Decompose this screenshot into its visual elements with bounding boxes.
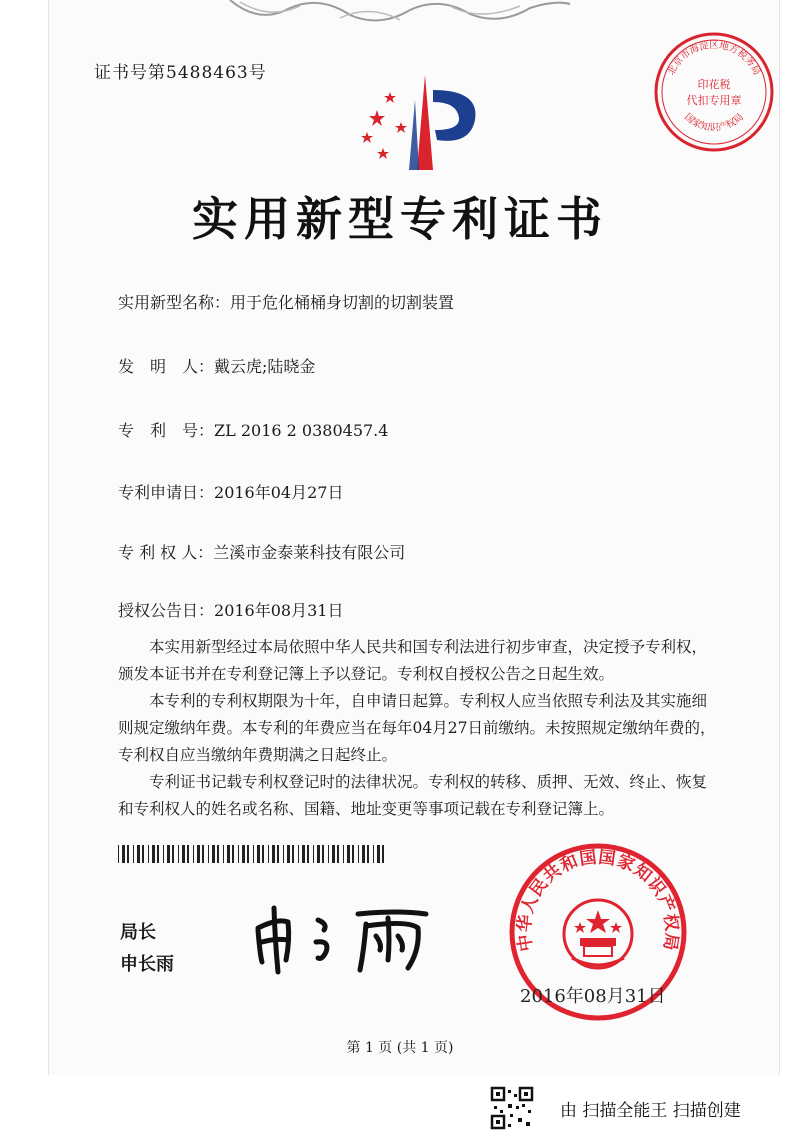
handwritten-signature xyxy=(248,900,438,975)
notice-paragraph: 本专利的专利权期限为十年，自申请日起算。专利权人应当依照专利法及其实施细则规定缴纳年费。本专利的年费应当在每年04月27日前缴纳。未按照规定缴纳年费的，专利权自应当缴纳年费期满之日起终止。 xyxy=(118,692,716,764)
field-value: 戴云虎;陆晓金 xyxy=(214,357,316,376)
svg-text:国家知识产权局 xyxy=(682,112,746,134)
field-application-date xyxy=(118,480,343,503)
field-patent-number xyxy=(118,418,388,441)
field-value: 用于危化桶桶身切割的切割装置 xyxy=(230,293,455,312)
qr-code-icon xyxy=(490,1086,534,1130)
field-value: 2016年04月27日 xyxy=(214,483,344,502)
seal-date: 2016年08月31日 xyxy=(520,986,666,1007)
cnipa-logo-icon xyxy=(355,70,495,180)
field-label: 实用新型名称： xyxy=(118,293,231,312)
field-patentee xyxy=(118,540,405,563)
tax-stamp-line2: 代扣专用章 xyxy=(686,94,742,107)
certificate-number: 证书号第5488463号 xyxy=(94,63,267,83)
certificate-title: 实用新型专利证书 xyxy=(192,192,608,246)
scanner-watermark-text: 由 扫描全能王 扫描创建 xyxy=(560,1101,741,1121)
notice-paragraph: 本实用新型经过本局依照中华人民共和国专利法进行初步审查，决定授予专利权，颁发本证书并在专利登记簿上予以登记。专利权自授权公告之日起生效。 xyxy=(118,638,708,683)
decorative-border-top xyxy=(0,0,800,30)
field-label: 专 利 权 人： xyxy=(118,543,214,562)
notice-paragraph: 专利证书记载专利权登记时的法律状况。专利权的转移、质押、无效、终止、恢复和专利权人的姓名或名称、国籍、地址变更等事项记载在专利登记簿上。 xyxy=(118,773,708,818)
field-value: ZL 2016 2 0380457.4 xyxy=(214,421,389,440)
tax-stamp-line1: 印花税 xyxy=(697,78,731,91)
field-grant-date xyxy=(118,598,343,621)
field-value: 兰溪市金泰莱科技有限公司 xyxy=(213,543,406,562)
field-label: 专利申请日： xyxy=(118,483,215,502)
seal-text: 中华人民共和国国家知识产权局 xyxy=(514,847,682,953)
tax-stamp-bottom-text: 国家知识产权局 xyxy=(682,111,746,134)
national-emblem-icon xyxy=(564,900,632,968)
signatory-name: 申长雨 xyxy=(120,954,174,975)
tax-stamp-outer-text: 北京市海淀区地方税务局 xyxy=(665,40,763,78)
field-inventors xyxy=(118,354,315,377)
field-utility-model-name xyxy=(118,290,454,313)
field-value: 2016年08月31日 xyxy=(214,601,344,620)
field-label: 专 利 号： xyxy=(118,421,215,440)
field-label: 授权公告日： xyxy=(118,601,215,620)
barcode xyxy=(118,845,390,863)
tax-stamp-seal xyxy=(650,28,778,156)
signature-title: 局长 xyxy=(120,922,156,943)
field-label: 发 明 人： xyxy=(118,357,215,376)
legal-notice xyxy=(118,634,718,823)
page-number: 第 1 页 (共 1 页) xyxy=(346,1040,454,1056)
